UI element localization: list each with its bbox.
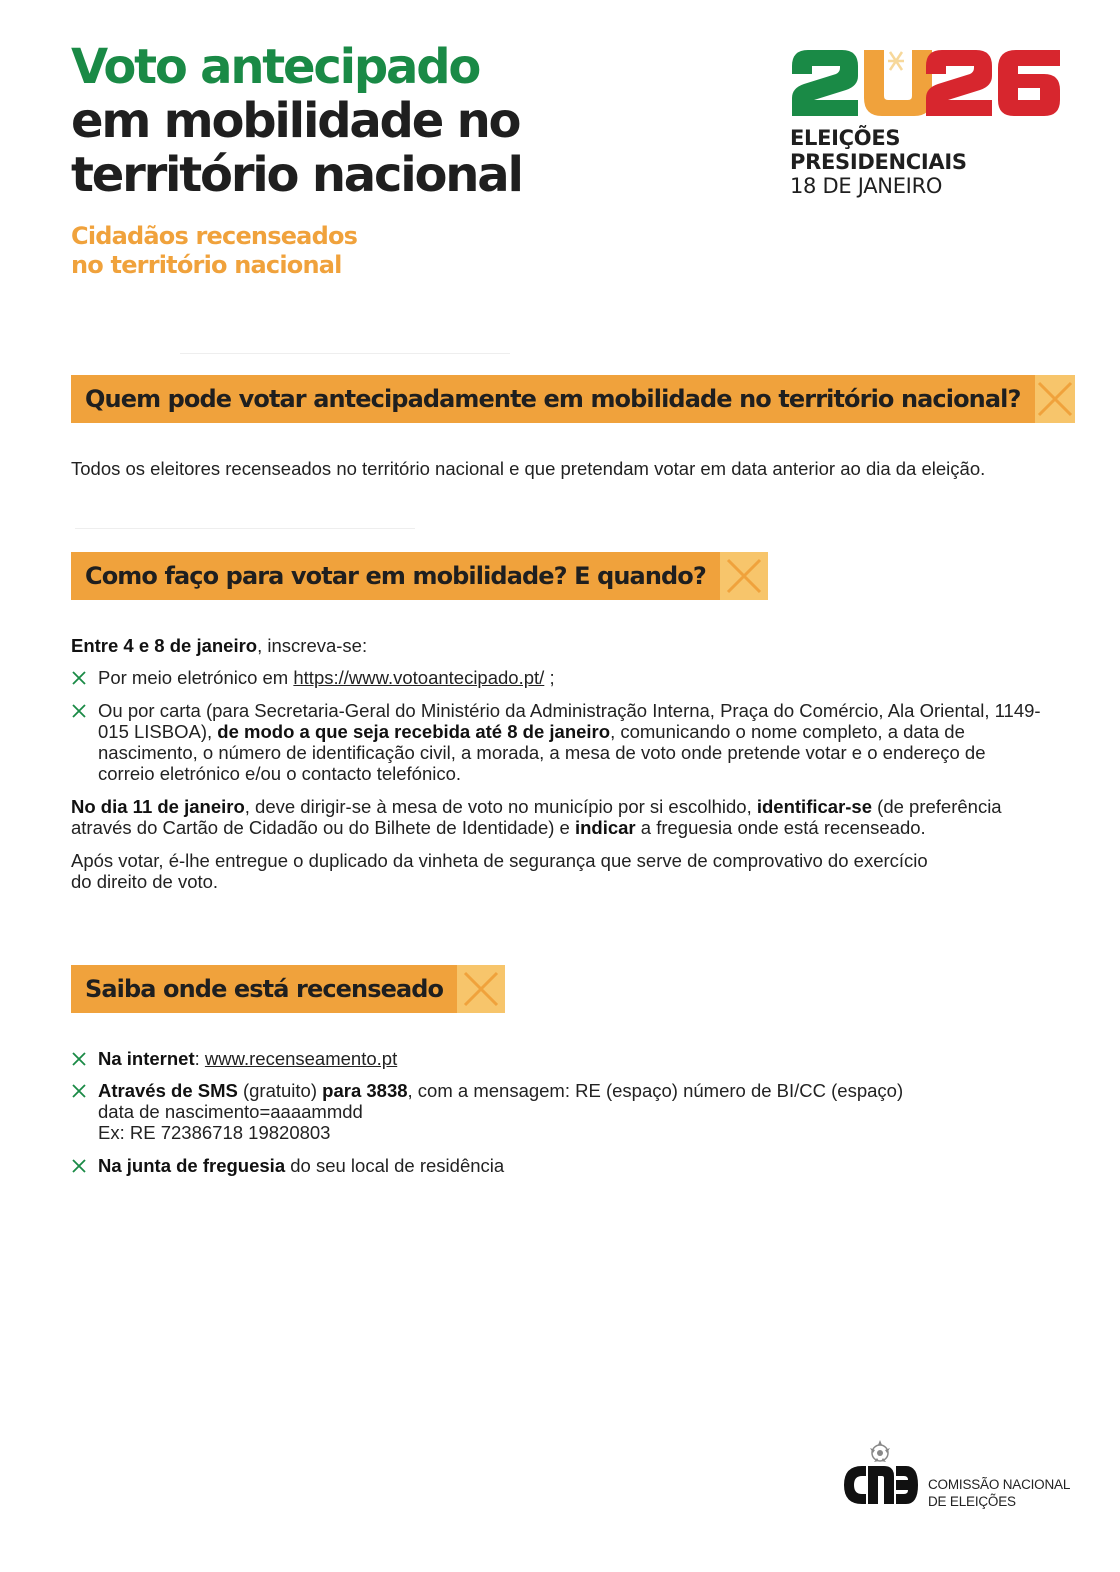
intro-rest: , inscreva-se: [257,635,368,656]
title-line-3: território nacional [71,147,522,203]
section1-heading: Quem pode votar antecipadamente em mobilidade no território nacional? [71,375,1035,423]
p2-bold3: indicar [574,817,636,838]
page-title [71,40,731,202]
cne-logo [840,1438,1070,1518]
section2-paragraph3 [71,850,1051,892]
intro-bold: Entre 4 e 8 de janeiro [71,635,258,656]
subtitle-line-2: no território nacional [71,251,342,279]
b2-text2: , com a mensagem: RE (espaço) número de BI/CC (espaço) [407,1080,904,1101]
b2-text1: (gratuito) [237,1080,323,1101]
b2-line1 [98,1080,1051,1101]
section2-paragraph2 [71,796,1046,838]
divider [180,353,510,354]
subtitle-line-1: Cidadãos recenseados [71,222,358,250]
bullet-x-icon [71,1083,87,1099]
divider [75,528,415,529]
title-line-2: em mobilidade no [71,93,520,149]
bullet1-pre: Por meio eletrónico em [98,667,294,688]
bullet-x-icon [71,1051,87,1067]
bullet2-pre: Ou por carta (para Secretaria-Geral do Ministério da Administração Interna, Praça do Comércio, Ala Oriental, 1149-015 LISBOA), [98,700,1041,742]
logo-line-1: ELEIÇÕES [790,126,901,150]
cross-icon [1035,379,1075,419]
votoantecipado-link[interactable]: https://www.votoantecipado.pt/ [293,667,545,688]
list-item [71,1080,1051,1143]
section2-heading: Como faço para votar em mobilidade? E quando? [71,552,720,600]
election-logo [790,48,1062,208]
p2-text2: (de preferência através do Cartão de Cidadão ou do Bilhete de Identidade) e [71,796,1002,838]
list-item [71,700,1046,784]
bullet1-post: ; [544,667,555,688]
section2-intro [71,635,1051,656]
list-item [71,1155,1051,1176]
section1-header [71,375,1059,423]
bullet2-post: , comunicando o nome completo, a data de nascimento, o número de identificação civil, a morada, a mesa de voto onde pretende votar e o endereço de correio eletrónico e/ou o contacto telefónico. [98,721,986,784]
bullet2-bold: de modo a que seja recebida até 8 de janeiro [217,721,611,742]
section2-x-box [720,552,768,600]
bullet-x-icon [71,670,87,686]
section3-header [71,965,505,1013]
logo-line-2: PRESIDENCIAIS [790,150,967,174]
subtitle [71,222,357,280]
cne-line-1: COMISSÃO NACIONAL [928,1477,1071,1492]
b1-bold: Na internet [98,1048,195,1069]
b2-line2: data de nascimento=aaaammdd [98,1101,363,1122]
recenseamento-link[interactable]: www.recenseamento.pt [204,1048,398,1069]
p3-line1: Após votar, é-lhe entregue o duplicado da vinheta de segurança que serve de comprovativo do exercício [71,850,928,871]
b2-line3: Ex: RE 72386718 19820803 [98,1122,331,1143]
section1-text: Todos os eleitores recenseados no território nacional e que pretendam votar em data anterior ao dia da eleição. [71,458,986,479]
section3-x-box [457,965,505,1013]
b3-bold: Na junta de freguesia [98,1155,286,1176]
section3-heading: Saiba onde está recenseado [71,965,457,1013]
p2-text3: a freguesia onde está recenseado. [635,817,926,838]
cross-icon [724,556,764,596]
b2-bold2: para 3838 [322,1080,408,1101]
logo-date: 18 DE JANEIRO [790,174,943,198]
p2-bold2: identificar-se [756,796,873,817]
list-item [71,667,1051,688]
b3-text: do seu local de residência [285,1155,505,1176]
cross-icon [461,969,501,1009]
title-line-1: Voto antecipado [71,39,480,95]
p3-line2: do direito de voto. [71,871,219,892]
cne-mark-icon [840,1462,920,1508]
bullet-x-icon [71,1158,87,1174]
p2-text1: , deve dirigir-se à mesa de voto no município por si escolhido, [244,796,757,817]
cne-line-2: DE ELEIÇÕES [928,1494,1016,1509]
logo-2026-icon [790,48,1062,118]
section1-x-box [1035,375,1075,423]
p2-bold1: No dia 11 de janeiro [71,796,245,817]
b1-sep: : [194,1048,205,1069]
b2-bold1: Através de SMS [98,1080,238,1101]
section2-header [71,552,768,600]
bullet-x-icon [71,703,87,719]
list-item [71,1048,1051,1069]
